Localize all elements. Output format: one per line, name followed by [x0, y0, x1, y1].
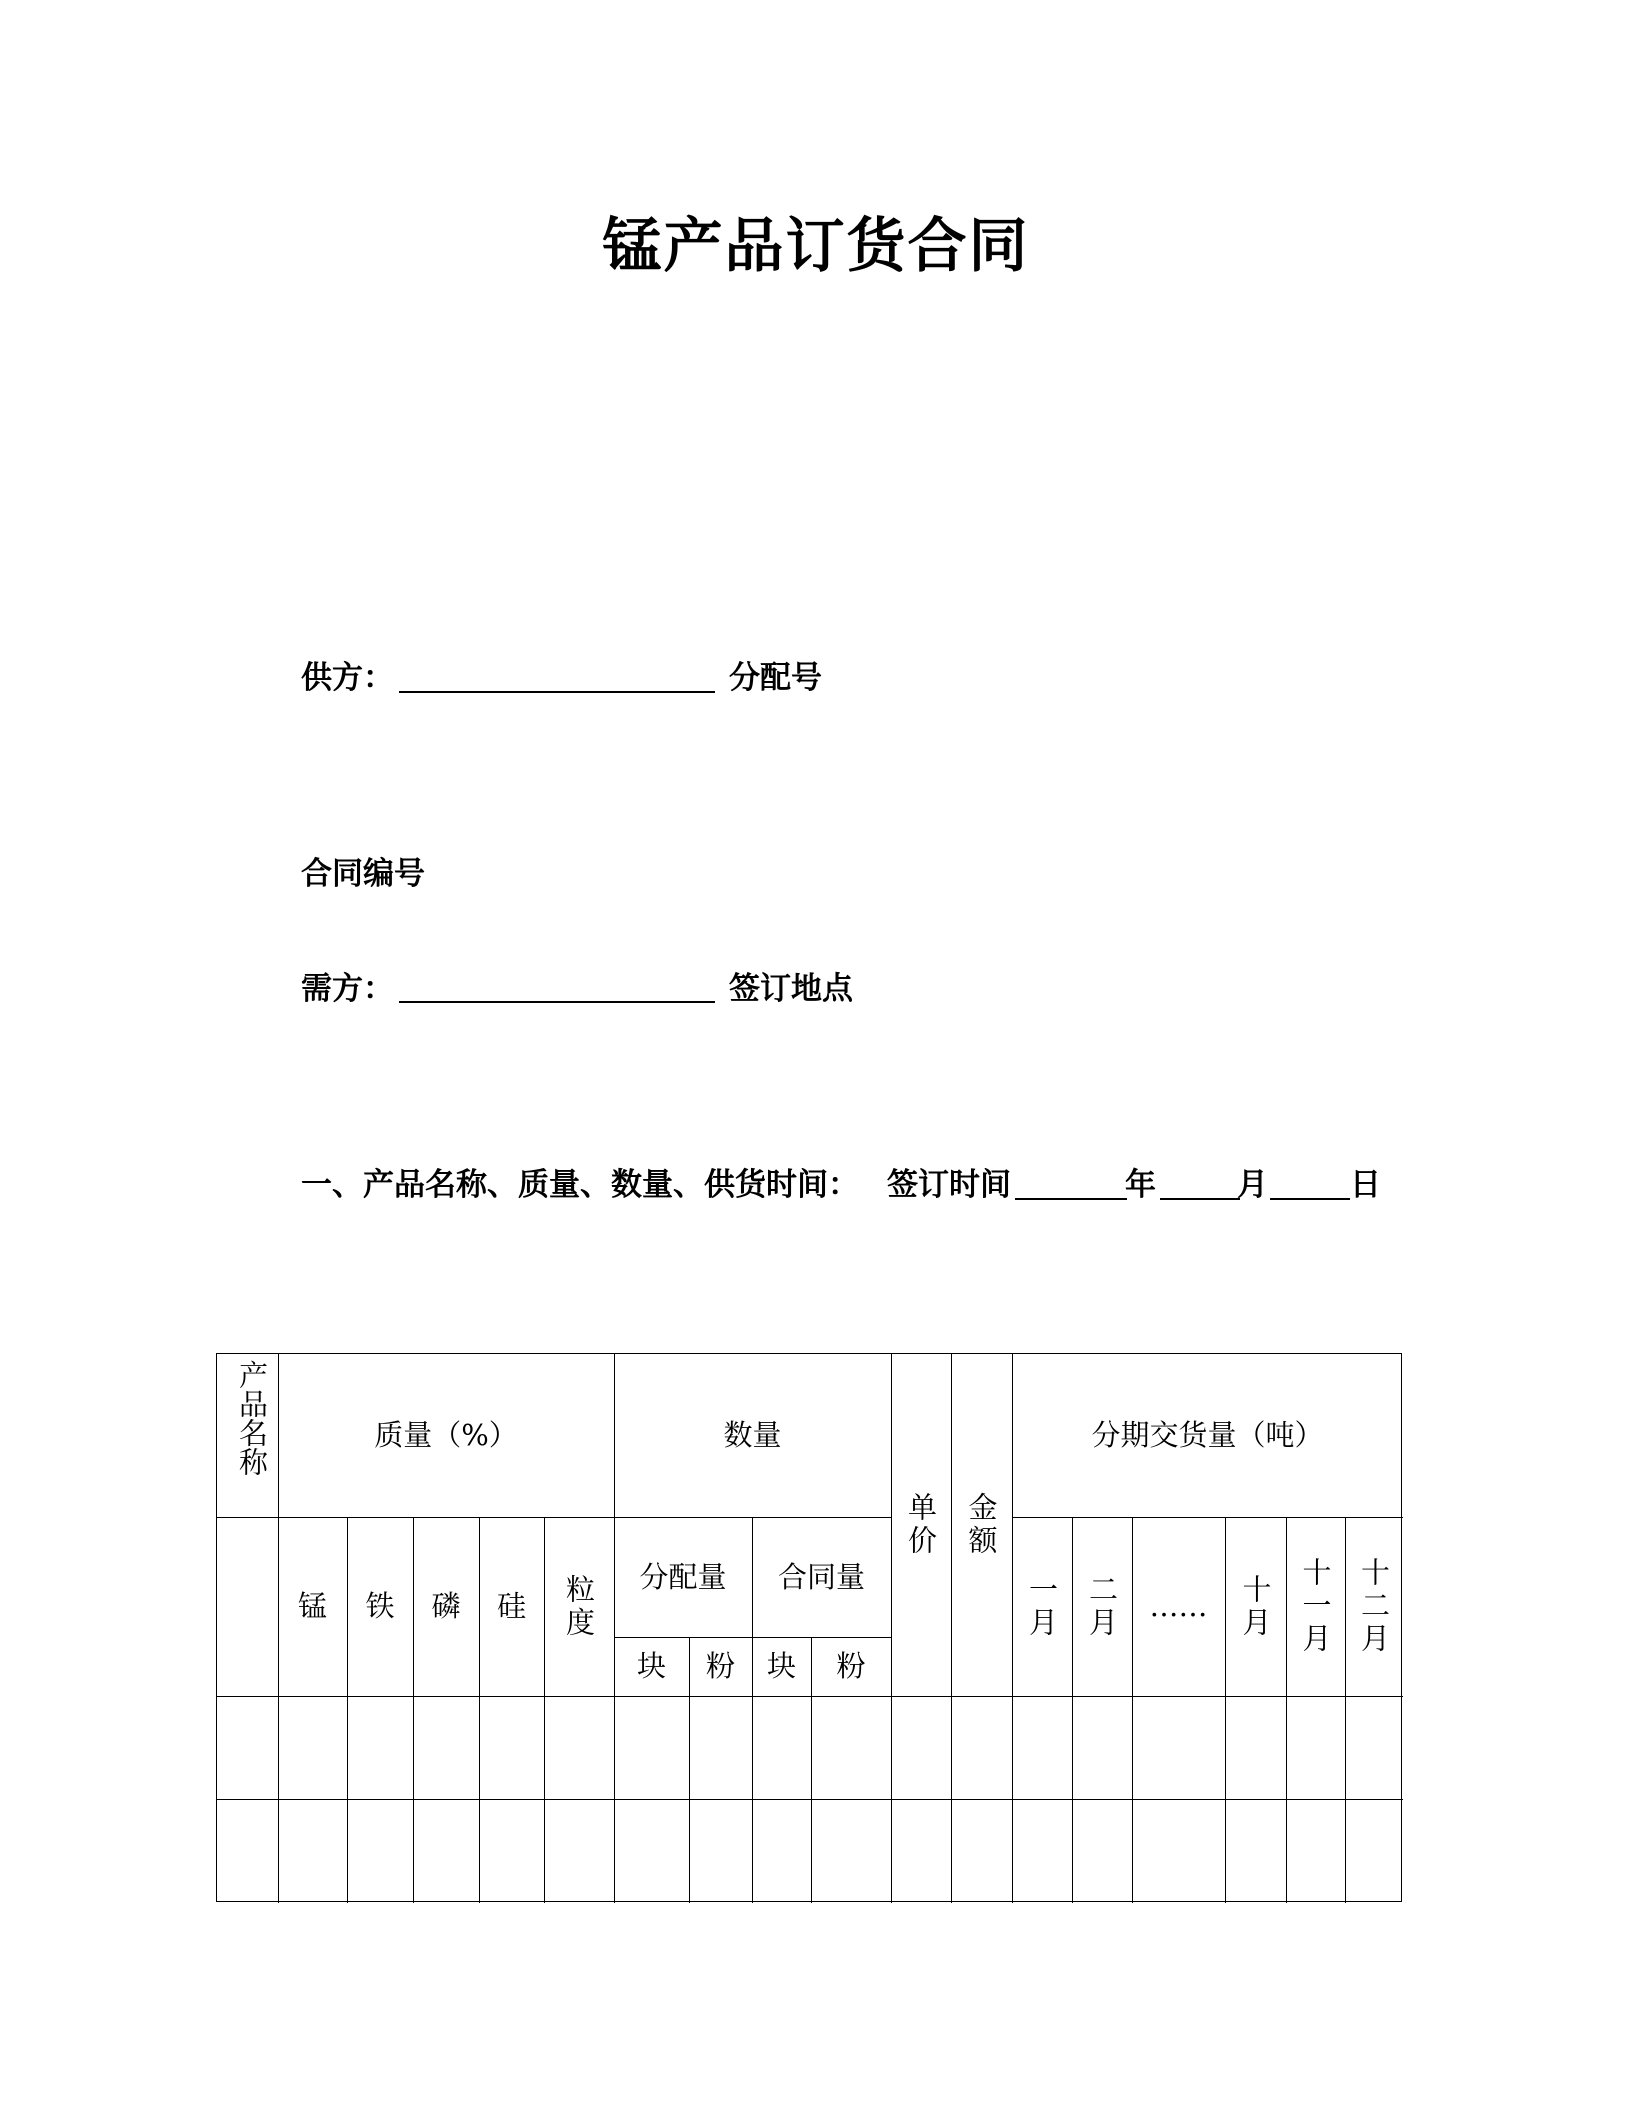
- header-product-name: 产品名称: [235, 1360, 270, 1476]
- header-month-1: 一月: [1025, 1573, 1060, 1640]
- header-month-11: 十一月: [1298, 1557, 1333, 1656]
- day-field[interactable]: [1270, 1198, 1350, 1200]
- header-month-12: 十二月: [1357, 1557, 1392, 1656]
- month-field[interactable]: [1160, 1198, 1240, 1200]
- header-unit-price: 单价: [904, 1492, 939, 1558]
- contract-no-label: 合同编号: [301, 856, 425, 892]
- header-manganese: 锰: [297, 1589, 327, 1624]
- header-delivery: 分期交货量（吨）: [1091, 1418, 1324, 1453]
- document-title: 锰产品订货合同: [602, 211, 1030, 280]
- sign-place-label: 签订地点: [729, 971, 853, 1007]
- day-label: 日: [1350, 1167, 1381, 1203]
- supplier-label: 供方：: [301, 660, 394, 696]
- header-lump-2: 块: [766, 1649, 796, 1684]
- header-powder-1: 粉: [705, 1649, 735, 1684]
- header-lump-1: 块: [636, 1649, 666, 1684]
- header-silicon: 硅: [496, 1589, 526, 1624]
- header-amount: 金额: [964, 1492, 999, 1558]
- product-table: [216, 1353, 1402, 1902]
- header-month-10: 十月: [1238, 1573, 1273, 1640]
- header-quality: 质量（%）: [374, 1418, 518, 1453]
- header-quantity: 数量: [723, 1418, 782, 1453]
- allocation-no-label: 分配号: [729, 660, 822, 696]
- supplier-field[interactable]: [399, 691, 715, 693]
- header-granularity: 粒度: [562, 1573, 597, 1640]
- header-contract-qty: 合同量: [777, 1559, 865, 1594]
- buyer-field[interactable]: [399, 1001, 715, 1003]
- year-field[interactable]: [1015, 1198, 1127, 1200]
- table-row[interactable]: [217, 1799, 1403, 1903]
- header-powder-2: 粉: [836, 1649, 866, 1684]
- header-month-ellipsis: ……: [1149, 1589, 1208, 1624]
- sign-time-label: 签订时间: [887, 1167, 1011, 1203]
- header-month-2: 二月: [1085, 1573, 1120, 1640]
- year-label: 年: [1125, 1167, 1156, 1203]
- header-iron: 铁: [365, 1589, 395, 1624]
- buyer-label: 需方：: [301, 971, 394, 1007]
- section-1-heading: 一、产品名称、质量、数量、供货时间：: [301, 1167, 859, 1203]
- header-phosphorus: 磷: [431, 1589, 461, 1624]
- month-label: 月: [1237, 1167, 1268, 1203]
- header-allocation-qty: 分配量: [639, 1559, 727, 1594]
- table-row[interactable]: [217, 1696, 1403, 1799]
